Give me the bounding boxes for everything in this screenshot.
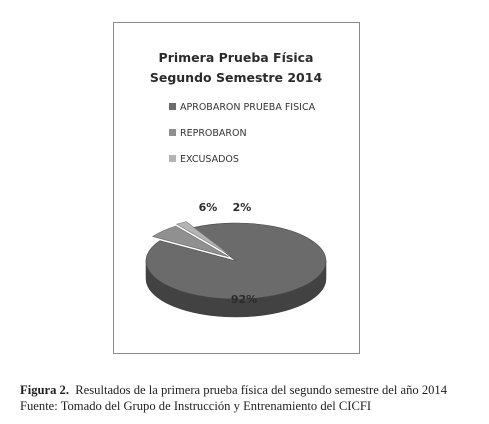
chart-title-line-2: Segundo Semestre 2014 <box>149 70 323 85</box>
data-label-2: 2% <box>232 201 252 214</box>
data-label-0: 92% <box>230 293 258 306</box>
caption-line-1 <box>20 382 485 398</box>
legend-label-1: REPROBARON <box>180 128 247 139</box>
chart-title-line-1: Primera Prueba Física <box>158 50 314 65</box>
chart-title-group <box>150 50 323 85</box>
legend-swatch-2 <box>169 155 176 162</box>
caption-source: Fuente: Tomado del Grupo de Instrucción y Entrenamiento del CICFI <box>20 399 372 413</box>
legend-label-2: EXCUSADOS <box>180 154 239 165</box>
legend-label-0: APROBARON PRUEBA FISICA <box>180 102 316 113</box>
legend-swatch-0 <box>169 103 176 110</box>
figure-text: Resultados de la primera prueba física del segundo semestre del año 2014 <box>75 383 448 397</box>
chart-legend <box>169 102 316 165</box>
legend-swatch-1 <box>169 129 176 136</box>
figure-caption <box>20 382 485 414</box>
figure-label: Figura 2. <box>20 383 69 397</box>
pie-chart <box>114 23 359 353</box>
data-label-1: 6% <box>198 201 218 214</box>
chart-frame <box>113 22 360 354</box>
